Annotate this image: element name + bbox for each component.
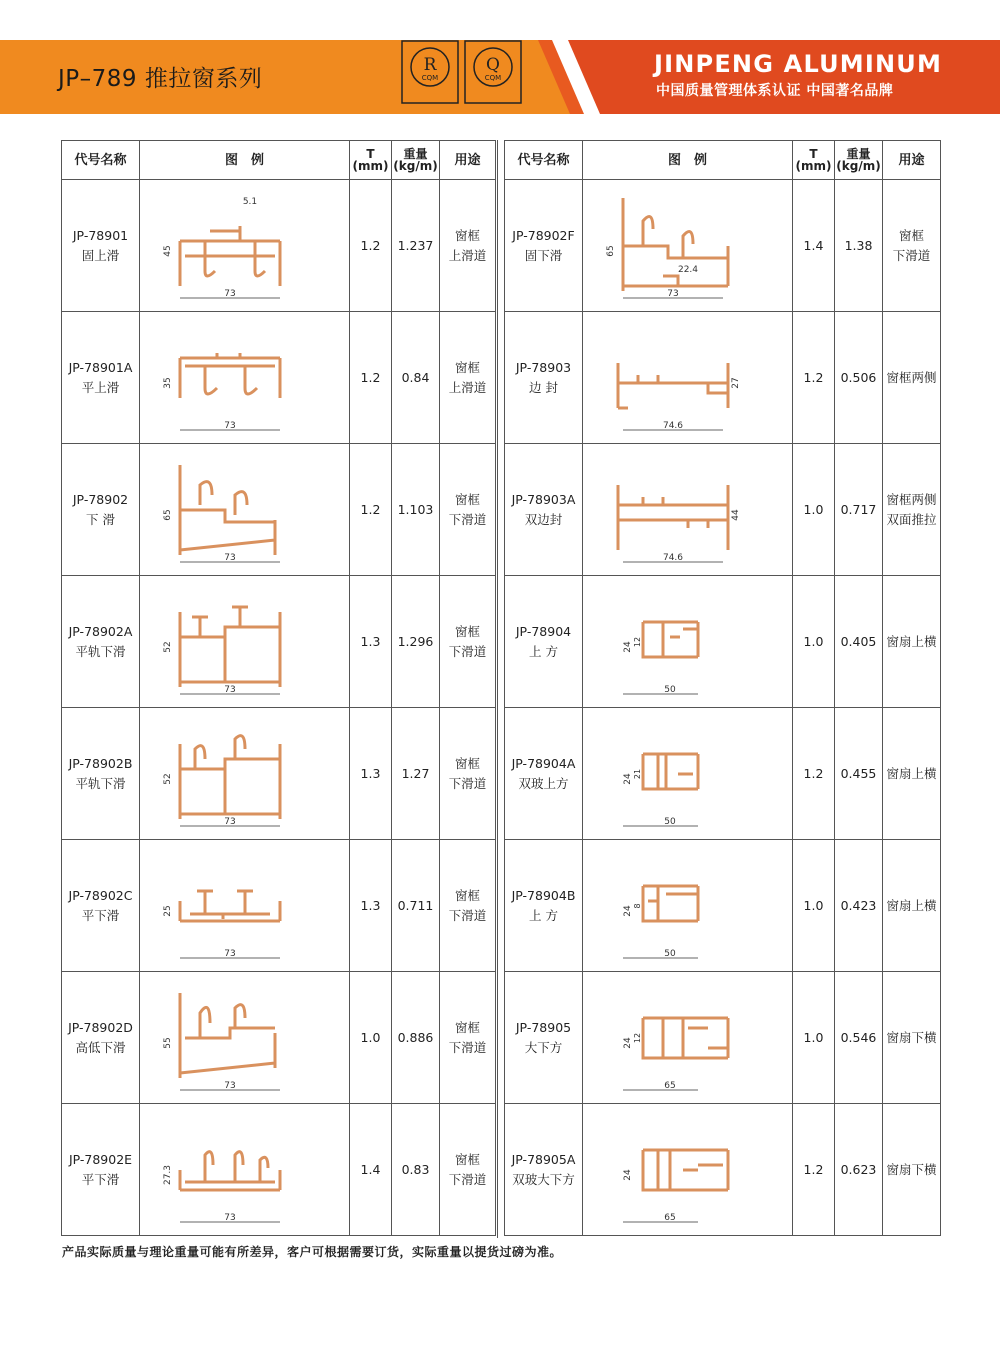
table-row bbox=[62, 972, 496, 1104]
weight-cell: 0.623 bbox=[835, 1104, 883, 1236]
profile-name: 平上滑 bbox=[81, 379, 120, 395]
col-code: 代号名称 bbox=[505, 141, 583, 180]
profile-figure-cell bbox=[583, 840, 793, 972]
dimension-height: 55 bbox=[162, 1036, 173, 1049]
profile-code-cell bbox=[505, 180, 583, 312]
profile-name: 固下滑 bbox=[524, 247, 563, 263]
thickness-cell: 1.0 bbox=[793, 576, 835, 708]
dimension-note: 22.4 bbox=[677, 264, 698, 275]
badge-letter: Q bbox=[486, 55, 500, 75]
profile-drawing bbox=[588, 186, 788, 306]
use-cell bbox=[440, 444, 496, 576]
dimension-width: 73 bbox=[223, 552, 236, 563]
use-line: 窗框 bbox=[454, 755, 480, 771]
col-weight: 重量 (kg/m) bbox=[392, 141, 440, 180]
profile-code: JP-78904 bbox=[515, 623, 572, 639]
profile-code: JP-78905 bbox=[515, 1019, 572, 1035]
thickness-cell: 1.0 bbox=[793, 444, 835, 576]
use-line: 窗扇上横 bbox=[886, 633, 937, 649]
col-weight: 重量 (kg/m) bbox=[835, 141, 883, 180]
table-header-row bbox=[62, 141, 496, 180]
weight-cell: 1.296 bbox=[392, 576, 440, 708]
thickness-cell: 1.2 bbox=[350, 444, 392, 576]
profile-drawing bbox=[145, 714, 345, 834]
weight-cell: 0.405 bbox=[835, 576, 883, 708]
profile-code-cell bbox=[62, 180, 140, 312]
dimension-width: 65 bbox=[663, 1212, 676, 1223]
profile-name: 平轨下滑 bbox=[75, 643, 126, 659]
profile-drawing bbox=[588, 450, 788, 570]
thickness-cell: 1.2 bbox=[350, 312, 392, 444]
thickness-cell: 1.3 bbox=[350, 708, 392, 840]
thickness-cell: 1.4 bbox=[793, 180, 835, 312]
profile-code: JP-78902F bbox=[512, 227, 575, 243]
profile-drawing bbox=[145, 450, 345, 570]
thickness-cell: 1.2 bbox=[793, 312, 835, 444]
profile-name: 下 滑 bbox=[86, 511, 115, 527]
table-row bbox=[505, 312, 941, 444]
use-cell bbox=[440, 180, 496, 312]
use-line: 上滑道 bbox=[448, 379, 487, 395]
profile-code: JP-78905A bbox=[511, 1151, 576, 1167]
use-line: 窗扇下横 bbox=[886, 1029, 937, 1045]
badge-letter: R bbox=[423, 55, 437, 75]
profile-drawing bbox=[588, 978, 788, 1098]
col-code: 代号名称 bbox=[62, 141, 140, 180]
use-cell bbox=[883, 1104, 941, 1236]
table-row bbox=[62, 708, 496, 840]
profile-code-cell bbox=[505, 972, 583, 1104]
badge-caption: CQM bbox=[484, 74, 502, 82]
dimension-height: 24 bbox=[622, 1036, 633, 1049]
dimension-width: 50 bbox=[663, 684, 676, 695]
dimension-width: 73 bbox=[223, 684, 236, 695]
use-line: 双面推拉 bbox=[886, 511, 937, 527]
thickness-cell: 1.3 bbox=[350, 840, 392, 972]
dimension-width: 50 bbox=[663, 816, 676, 827]
cqm-r-badge bbox=[401, 40, 459, 104]
dimension-height: 52 bbox=[162, 772, 173, 785]
profile-name: 平下滑 bbox=[81, 907, 120, 923]
use-cell bbox=[440, 708, 496, 840]
use-line: 窗框 bbox=[454, 359, 480, 375]
dimension-width: 74.6 bbox=[662, 420, 683, 431]
dimension-width: 73 bbox=[223, 420, 236, 431]
profile-figure-cell bbox=[140, 840, 350, 972]
profile-code-cell bbox=[505, 1104, 583, 1236]
profile-code-cell bbox=[505, 312, 583, 444]
column-separator bbox=[497, 140, 498, 1238]
table-row bbox=[505, 180, 941, 312]
weight-cell: 1.103 bbox=[392, 444, 440, 576]
use-line: 窗扇上横 bbox=[886, 897, 937, 913]
profile-drawing bbox=[588, 1110, 788, 1230]
dimension-height: 24 bbox=[622, 904, 633, 917]
profile-code: JP-78902D bbox=[68, 1019, 133, 1035]
table-row bbox=[505, 576, 941, 708]
profile-figure-cell bbox=[583, 576, 793, 708]
brand-name: JINPENG ALUMINUM bbox=[654, 50, 943, 78]
profile-name: 上 方 bbox=[529, 907, 558, 923]
profile-code-cell bbox=[62, 1104, 140, 1236]
dimension-inner: 12 bbox=[632, 1032, 642, 1043]
profile-code: JP-78902B bbox=[68, 755, 133, 771]
profile-name: 大下方 bbox=[524, 1039, 563, 1055]
profile-code-cell bbox=[62, 444, 140, 576]
profile-figure-cell bbox=[140, 444, 350, 576]
table-row bbox=[62, 840, 496, 972]
dimension-height: 25 bbox=[162, 904, 173, 917]
use-cell bbox=[883, 444, 941, 576]
profile-code: JP-78904A bbox=[511, 755, 576, 771]
profile-figure-cell bbox=[140, 972, 350, 1104]
use-cell bbox=[883, 180, 941, 312]
thickness-cell: 1.4 bbox=[350, 1104, 392, 1236]
use-line: 窗框 bbox=[454, 887, 480, 903]
series-title: JP–789 推拉窗系列 bbox=[58, 66, 263, 92]
profile-code: JP-78903 bbox=[515, 359, 572, 375]
use-cell bbox=[440, 840, 496, 972]
use-line: 下滑道 bbox=[448, 1171, 487, 1187]
table-row bbox=[62, 576, 496, 708]
dimension-height: 44 bbox=[730, 508, 741, 521]
table-row bbox=[505, 840, 941, 972]
profile-drawing bbox=[145, 318, 345, 438]
dimension-height: 24 bbox=[622, 1168, 633, 1181]
profile-code: JP-78904B bbox=[511, 887, 576, 903]
dimension-width: 65 bbox=[663, 1080, 676, 1091]
profile-table-right bbox=[504, 140, 941, 1236]
use-cell bbox=[883, 576, 941, 708]
profile-code-cell bbox=[62, 708, 140, 840]
table-row bbox=[505, 1104, 941, 1236]
profile-figure-cell bbox=[583, 180, 793, 312]
use-line: 窗框 bbox=[454, 227, 480, 243]
weight-cell: 0.886 bbox=[392, 972, 440, 1104]
dimension-height: 24 bbox=[622, 772, 633, 785]
dimension-note: 5.1 bbox=[242, 196, 257, 207]
thickness-cell: 1.3 bbox=[350, 576, 392, 708]
dimension-inner: 8 bbox=[632, 902, 642, 909]
use-cell bbox=[440, 312, 496, 444]
use-line: 上滑道 bbox=[448, 247, 487, 263]
profile-name: 高低下滑 bbox=[75, 1039, 126, 1055]
profile-code: JP-78902 bbox=[72, 491, 129, 507]
weight-cell: 0.717 bbox=[835, 444, 883, 576]
dimension-inner: 12 bbox=[632, 636, 642, 647]
profile-figure-cell bbox=[140, 1104, 350, 1236]
profile-drawing bbox=[145, 1110, 345, 1230]
dimension-height: 45 bbox=[162, 244, 173, 257]
profile-figure-cell bbox=[583, 312, 793, 444]
cqm-q-badge bbox=[464, 40, 522, 104]
weight-cell: 0.455 bbox=[835, 708, 883, 840]
use-line: 下滑道 bbox=[892, 247, 931, 263]
profile-code: JP-78902E bbox=[68, 1151, 133, 1167]
dimension-height: 65 bbox=[605, 244, 616, 257]
profile-name: 固上滑 bbox=[81, 247, 120, 263]
profile-code: JP-78902A bbox=[68, 623, 133, 639]
profile-figure-cell bbox=[140, 708, 350, 840]
use-cell bbox=[440, 1104, 496, 1236]
weight-cell: 0.711 bbox=[392, 840, 440, 972]
profile-code-cell bbox=[62, 576, 140, 708]
profile-name: 双玻上方 bbox=[518, 775, 569, 791]
profile-drawing bbox=[145, 978, 345, 1098]
use-line: 下滑道 bbox=[448, 907, 487, 923]
use-cell bbox=[883, 708, 941, 840]
table-row bbox=[62, 444, 496, 576]
profile-code: JP-78903A bbox=[511, 491, 576, 507]
profile-name: 双边封 bbox=[524, 511, 563, 527]
page-header bbox=[0, 0, 1000, 114]
profile-drawing bbox=[588, 318, 788, 438]
thickness-cell: 1.0 bbox=[793, 972, 835, 1104]
use-line: 窗框 bbox=[454, 1151, 480, 1167]
brand-slogan: 中国质量管理体系认证 中国著名品牌 bbox=[656, 83, 894, 99]
thickness-cell: 1.0 bbox=[350, 972, 392, 1104]
use-cell bbox=[440, 972, 496, 1104]
profile-name: 边 封 bbox=[529, 379, 558, 395]
profile-figure-cell bbox=[583, 1104, 793, 1236]
profile-code-cell bbox=[62, 972, 140, 1104]
col-thickness: T (mm) bbox=[350, 141, 392, 180]
profile-figure-cell bbox=[140, 180, 350, 312]
weight-cell: 1.38 bbox=[835, 180, 883, 312]
thickness-cell: 1.0 bbox=[793, 840, 835, 972]
table-header-row bbox=[505, 141, 941, 180]
dimension-height: 24 bbox=[622, 640, 633, 653]
table-row bbox=[62, 312, 496, 444]
profile-drawing bbox=[145, 186, 345, 306]
use-line: 窗框 bbox=[454, 1019, 480, 1035]
profile-code-cell bbox=[505, 840, 583, 972]
profile-code-cell bbox=[62, 840, 140, 972]
profile-figure-cell bbox=[583, 444, 793, 576]
col-use: 用途 bbox=[883, 141, 941, 180]
weight-cell: 1.27 bbox=[392, 708, 440, 840]
profile-drawing bbox=[588, 714, 788, 834]
weight-cell: 0.84 bbox=[392, 312, 440, 444]
table-row bbox=[62, 1104, 496, 1236]
weight-cell: 0.423 bbox=[835, 840, 883, 972]
col-use: 用途 bbox=[440, 141, 496, 180]
profile-table-left bbox=[61, 140, 496, 1236]
use-cell bbox=[883, 972, 941, 1104]
thickness-cell: 1.2 bbox=[793, 708, 835, 840]
weight-cell: 0.546 bbox=[835, 972, 883, 1104]
profile-code-cell bbox=[505, 444, 583, 576]
dimension-height: 52 bbox=[162, 640, 173, 653]
profile-code-cell bbox=[505, 576, 583, 708]
profile-figure-cell bbox=[583, 708, 793, 840]
use-line: 窗框 bbox=[454, 491, 480, 507]
dimension-width: 73 bbox=[666, 288, 679, 299]
profile-name: 平下滑 bbox=[81, 1171, 120, 1187]
use-line: 下滑道 bbox=[448, 643, 487, 659]
profile-code: JP-78902C bbox=[68, 887, 133, 903]
use-line: 窗框两侧 bbox=[886, 491, 937, 507]
thickness-cell: 1.2 bbox=[350, 180, 392, 312]
use-line: 下滑道 bbox=[448, 511, 487, 527]
profile-code: JP-78901A bbox=[68, 359, 133, 375]
col-figure: 图 例 bbox=[583, 141, 793, 180]
dimension-width: 74.6 bbox=[662, 552, 683, 563]
dimension-height: 65 bbox=[162, 508, 173, 521]
use-line: 窗框 bbox=[454, 623, 480, 639]
thickness-cell: 1.2 bbox=[793, 1104, 835, 1236]
profile-figure-cell bbox=[140, 576, 350, 708]
use-line: 下滑道 bbox=[448, 775, 487, 791]
dimension-width: 73 bbox=[223, 1212, 236, 1223]
profile-code-cell bbox=[62, 312, 140, 444]
profile-figure-cell bbox=[583, 972, 793, 1104]
use-line: 窗扇上横 bbox=[886, 765, 937, 781]
col-figure: 图 例 bbox=[140, 141, 350, 180]
profile-code: JP-78901 bbox=[72, 227, 129, 243]
col-thickness: T (mm) bbox=[793, 141, 835, 180]
profile-drawing bbox=[588, 846, 788, 966]
table-row bbox=[505, 972, 941, 1104]
use-cell bbox=[883, 840, 941, 972]
table-row bbox=[505, 708, 941, 840]
dimension-width: 73 bbox=[223, 1080, 236, 1091]
profile-drawing bbox=[145, 582, 345, 702]
profile-figure-cell bbox=[140, 312, 350, 444]
weight-cell: 1.237 bbox=[392, 180, 440, 312]
dimension-height: 27 bbox=[730, 376, 741, 389]
table-row bbox=[62, 180, 496, 312]
profile-name: 双玻大下方 bbox=[512, 1171, 575, 1187]
profile-name: 平轨下滑 bbox=[75, 775, 126, 791]
dimension-width: 73 bbox=[223, 948, 236, 959]
dimension-inner: 21 bbox=[632, 768, 642, 779]
use-cell bbox=[883, 312, 941, 444]
dimension-height: 27.3 bbox=[162, 1164, 173, 1185]
profile-drawing bbox=[588, 582, 788, 702]
use-line: 窗扇下横 bbox=[886, 1161, 937, 1177]
footnote: 产品实际质量与理论重量可能有所差异，客户可根据需要订货，实际重量以提货过磅为准。 bbox=[62, 1245, 563, 1259]
profile-code-cell bbox=[505, 708, 583, 840]
dimension-width: 50 bbox=[663, 948, 676, 959]
weight-cell: 0.83 bbox=[392, 1104, 440, 1236]
weight-cell: 0.506 bbox=[835, 312, 883, 444]
profile-name: 上 方 bbox=[529, 643, 558, 659]
badge-caption: CQM bbox=[421, 74, 439, 82]
table-row bbox=[505, 444, 941, 576]
use-cell bbox=[440, 576, 496, 708]
use-line: 下滑道 bbox=[448, 1039, 487, 1055]
use-line: 窗框 bbox=[898, 227, 924, 243]
dimension-width: 73 bbox=[223, 288, 236, 299]
dimension-width: 73 bbox=[223, 816, 236, 827]
use-line: 窗框两侧 bbox=[886, 369, 937, 385]
dimension-height: 35 bbox=[162, 376, 173, 389]
profile-drawing bbox=[145, 846, 345, 966]
